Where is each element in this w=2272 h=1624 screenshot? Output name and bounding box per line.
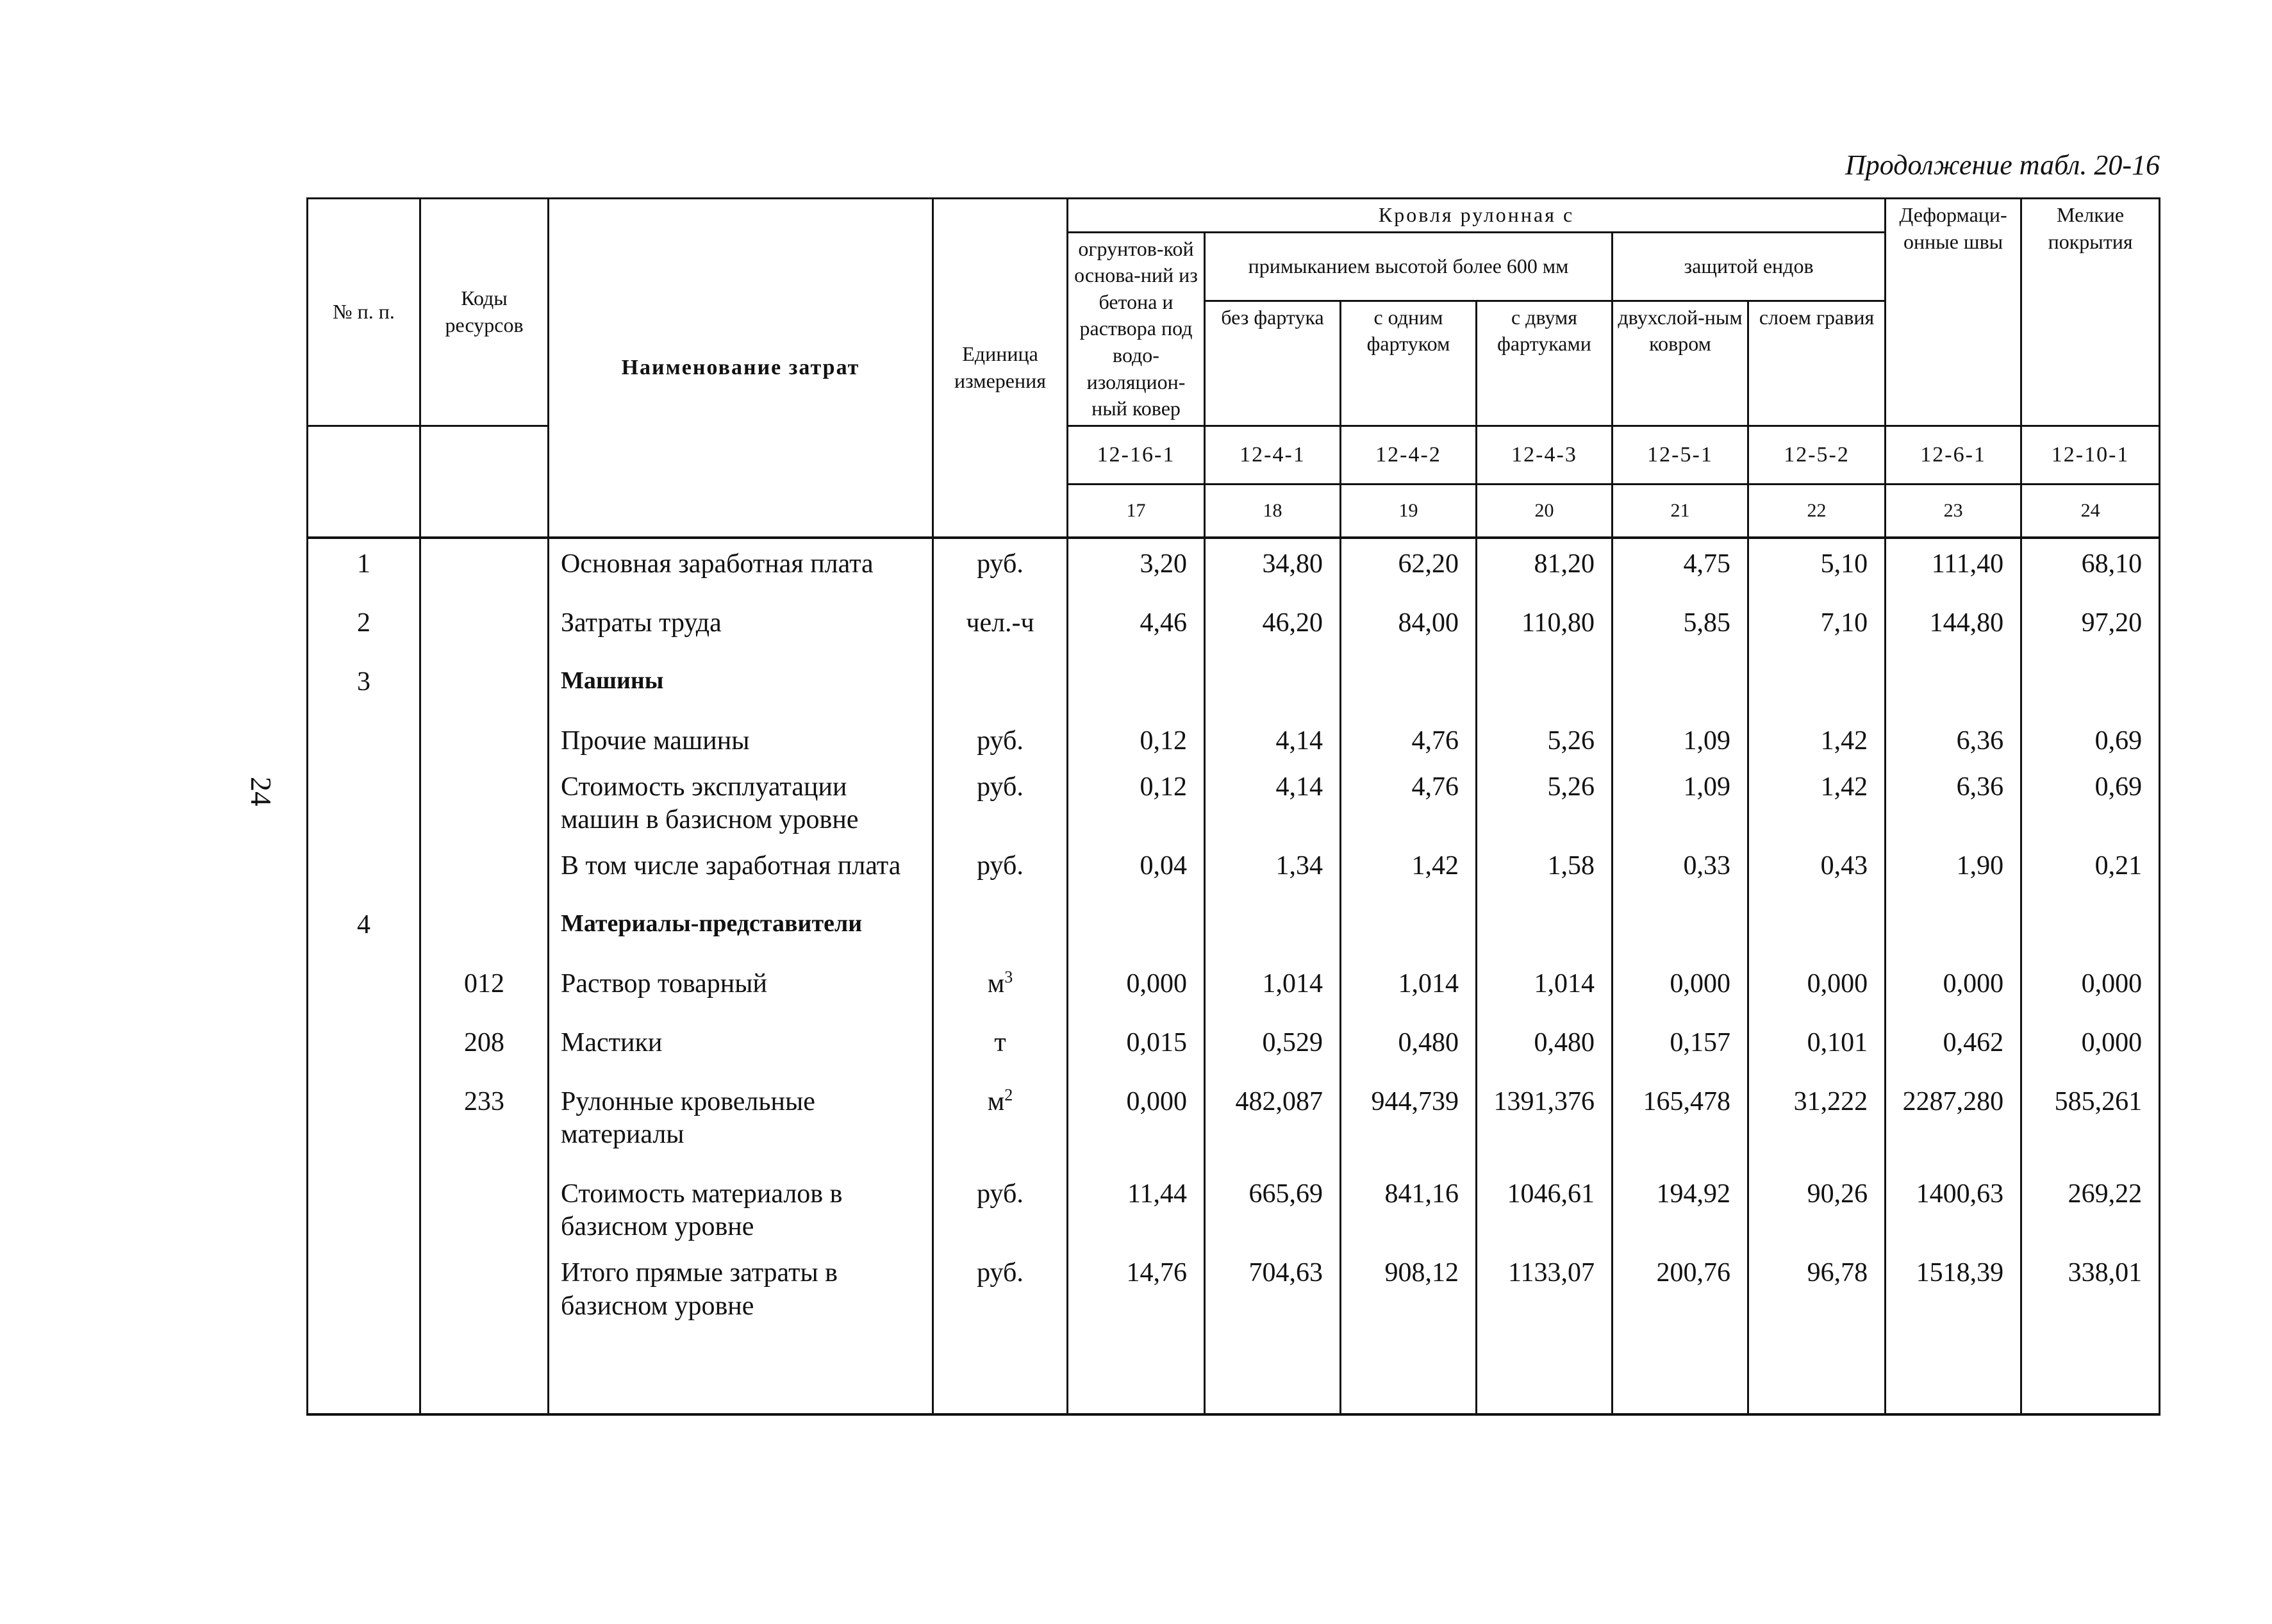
unit <box>933 647 1068 706</box>
table-row <box>308 890 2160 949</box>
value-cell: 5,10 <box>1748 538 1886 588</box>
table-row <box>308 706 2160 765</box>
value-cell: 4,76 <box>1341 706 1477 765</box>
unit <box>933 1159 1068 1251</box>
value-cell: 1,42 <box>1748 765 1886 844</box>
value-cell: 1391,376 <box>1477 1066 1613 1159</box>
value-cell: 841,16 <box>1341 1159 1477 1251</box>
value-cell: 4,14 <box>1205 765 1341 844</box>
resource-code: 233 <box>420 1066 549 1159</box>
value-cell: 1,014 <box>1477 949 1613 1007</box>
value-cell <box>1068 890 1205 949</box>
table-row <box>308 647 2160 706</box>
value-cell <box>1205 647 1341 706</box>
cost-name: Основная заработная плата <box>549 538 933 588</box>
value-cell: 1,09 <box>1613 706 1748 765</box>
value-cell: 1,014 <box>1205 949 1341 1007</box>
row-number: 3 <box>308 647 420 706</box>
value-cell: 0,157 <box>1613 1007 1748 1066</box>
unit <box>933 706 1068 765</box>
col-header-deform: Деформаци-онные швы <box>1886 199 2021 426</box>
cost-name: Материалы-представители <box>549 890 933 949</box>
cost-table <box>306 197 2160 1416</box>
value-cell <box>1341 890 1477 949</box>
unit-text: т <box>994 1027 1006 1057</box>
value-cell <box>1477 890 1613 949</box>
table-row <box>308 1007 2160 1066</box>
unit-text: руб. <box>977 549 1024 579</box>
value-cell: 0,000 <box>1068 1066 1205 1159</box>
value-cell: 5,26 <box>1477 706 1613 765</box>
value-cell <box>1748 647 1886 706</box>
value-cell: 90,26 <box>1748 1159 1886 1251</box>
value-cell: 0,480 <box>1477 1007 1613 1066</box>
value-cell: 144,80 <box>1886 588 2021 647</box>
table-code: 12-5-1 <box>1613 426 1748 484</box>
value-cell: 1,014 <box>1341 949 1477 1007</box>
row-number: 1 <box>308 538 420 588</box>
value-cell: 1,34 <box>1205 843 1341 890</box>
value-cell <box>1886 890 2021 949</box>
table-caption: Продолжение табл. 20-16 <box>1845 149 2160 181</box>
unit-text: м <box>987 1086 1005 1116</box>
resource-code <box>420 765 549 844</box>
empty-cell <box>1477 1330 1613 1414</box>
value-cell: 96,78 <box>1748 1250 1886 1330</box>
value-cell: 0,101 <box>1748 1007 1886 1066</box>
group-header-abutment: примыканием высотой более 600 мм <box>1205 232 1613 301</box>
value-cell: 0,000 <box>1613 949 1748 1007</box>
value-cell: 200,76 <box>1613 1250 1748 1330</box>
table-code: 12-5-2 <box>1748 426 1886 484</box>
column-number: 19 <box>1341 484 1477 538</box>
unit <box>933 1250 1068 1330</box>
unit-exponent: 2 <box>1004 1085 1013 1104</box>
resource-code <box>420 1159 549 1251</box>
table-row <box>308 765 2160 844</box>
value-cell: 1133,07 <box>1477 1250 1613 1330</box>
value-cell: 6,36 <box>1886 765 2021 844</box>
col-header-no-apron: без фартука <box>1205 301 1341 426</box>
table-code: 12-10-1 <box>2021 426 2160 484</box>
cost-name: Машины <box>549 647 933 706</box>
unit-text: руб. <box>977 725 1024 756</box>
cost-name: Стоимость материалов в базисном уровне <box>549 1159 933 1251</box>
row-number <box>308 706 420 765</box>
value-cell: 81,20 <box>1477 538 1613 588</box>
unit <box>933 1007 1068 1066</box>
unit <box>933 588 1068 647</box>
resource-code: 012 <box>420 949 549 1007</box>
column-number: 22 <box>1748 484 1886 538</box>
value-cell: 0,000 <box>1886 949 2021 1007</box>
value-cell: 585,261 <box>2021 1066 2160 1159</box>
col-header-codes: Коды ресурсов <box>420 199 549 426</box>
value-cell: 704,63 <box>1205 1250 1341 1330</box>
col-header-two-aprons: с двумя фартуками <box>1477 301 1613 426</box>
row-number <box>308 1159 420 1251</box>
value-cell: 1046,61 <box>1477 1159 1613 1251</box>
unit <box>933 890 1068 949</box>
table-filler-row <box>308 1330 2160 1414</box>
value-cell: 1,42 <box>1748 706 1886 765</box>
value-cell: 0,04 <box>1068 843 1205 890</box>
value-cell: 194,92 <box>1613 1159 1748 1251</box>
value-cell: 0,462 <box>1886 1007 2021 1066</box>
value-cell: 0,69 <box>2021 706 2160 765</box>
value-cell: 0,000 <box>1068 949 1205 1007</box>
value-cell: 4,75 <box>1613 538 1748 588</box>
col-header-num: № п. п. <box>308 199 420 426</box>
value-cell: 0,21 <box>2021 843 2160 890</box>
resource-code <box>420 538 549 588</box>
table-code: 12-4-1 <box>1205 426 1341 484</box>
row-number <box>308 1066 420 1159</box>
unit-text: руб. <box>977 1258 1024 1288</box>
value-cell: 84,00 <box>1341 588 1477 647</box>
value-cell: 31,222 <box>1748 1066 1886 1159</box>
value-cell: 1,42 <box>1341 843 1477 890</box>
value-cell: 0,000 <box>1748 949 1886 1007</box>
value-cell: 62,20 <box>1341 538 1477 588</box>
cost-name: Мастики <box>549 1007 933 1066</box>
unit-text: м <box>987 968 1005 998</box>
value-cell: 11,44 <box>1068 1159 1205 1251</box>
value-cell: 0,000 <box>2021 1007 2160 1066</box>
resource-code <box>420 647 549 706</box>
row-number <box>308 1007 420 1066</box>
value-cell: 338,01 <box>2021 1250 2160 1330</box>
table-row <box>308 1250 2160 1330</box>
group-header-roof: Кровля рулонная с <box>1068 199 1886 233</box>
col-header-two-layer: двухслой-ным ковром <box>1613 301 1748 426</box>
cost-name: Прочие машины <box>549 706 933 765</box>
value-cell <box>1613 890 1748 949</box>
empty-cell <box>933 1330 1068 1414</box>
value-cell: 6,36 <box>1886 706 2021 765</box>
value-cell: 7,10 <box>1748 588 1886 647</box>
col-header-num-filler <box>308 426 420 538</box>
column-number: 17 <box>1068 484 1205 538</box>
value-cell <box>1205 890 1341 949</box>
value-cell: 14,76 <box>1068 1250 1205 1330</box>
value-cell: 1,58 <box>1477 843 1613 890</box>
col-header-codes-filler <box>420 426 549 538</box>
table-row <box>308 1159 2160 1251</box>
resource-code <box>420 588 549 647</box>
value-cell: 0,529 <box>1205 1007 1341 1066</box>
table-code: 12-16-1 <box>1068 426 1205 484</box>
value-cell <box>1613 647 1748 706</box>
value-cell: 1,90 <box>1886 843 2021 890</box>
value-cell <box>1341 647 1477 706</box>
resource-code: 208 <box>420 1007 549 1066</box>
col-header-name: Наименование затрат <box>549 199 933 538</box>
cost-name: Стоимость эксплуатации машин в базисном уровне <box>549 765 933 844</box>
value-cell: 1518,39 <box>1886 1250 2021 1330</box>
row-number <box>308 949 420 1007</box>
table-row <box>308 538 2160 588</box>
empty-cell <box>1205 1330 1341 1414</box>
row-number <box>308 843 420 890</box>
value-cell: 4,76 <box>1341 765 1477 844</box>
cost-name: Раствор товарный <box>549 949 933 1007</box>
value-cell: 34,80 <box>1205 538 1341 588</box>
col-header-one-apron: с одним фартуком <box>1341 301 1477 426</box>
row-number: 4 <box>308 890 420 949</box>
resource-code <box>420 1250 549 1330</box>
value-cell <box>1748 890 1886 949</box>
group-header-protection: защитой ендов <box>1613 232 1886 301</box>
unit-text: руб. <box>977 772 1024 802</box>
value-cell: 110,80 <box>1477 588 1613 647</box>
value-cell: 3,20 <box>1068 538 1205 588</box>
value-cell: 1400,63 <box>1886 1159 2021 1251</box>
col-header-small: Мелкие покрытия <box>2021 199 2160 426</box>
cost-name: Итого прямые затраты в базисном уровне <box>549 1250 933 1330</box>
row-number: 2 <box>308 588 420 647</box>
value-cell: 0,015 <box>1068 1007 1205 1066</box>
value-cell: 944,739 <box>1341 1066 1477 1159</box>
value-cell: 4,46 <box>1068 588 1205 647</box>
unit <box>933 843 1068 890</box>
value-cell: 2287,280 <box>1886 1066 2021 1159</box>
unit <box>933 538 1068 588</box>
value-cell: 665,69 <box>1205 1159 1341 1251</box>
value-cell: 97,20 <box>2021 588 2160 647</box>
value-cell: 4,14 <box>1205 706 1341 765</box>
table-row <box>308 1066 2160 1159</box>
value-cell: 482,087 <box>1205 1066 1341 1159</box>
column-number: 20 <box>1477 484 1613 538</box>
column-number: 18 <box>1205 484 1341 538</box>
table-code: 12-4-2 <box>1341 426 1477 484</box>
table-body <box>308 538 2160 1414</box>
unit-text: чел.-ч <box>966 608 1034 638</box>
empty-cell <box>1068 1330 1205 1414</box>
empty-cell <box>1886 1330 2021 1414</box>
empty-cell <box>549 1330 933 1414</box>
unit-text: руб. <box>977 851 1024 881</box>
value-cell: 0,480 <box>1341 1007 1477 1066</box>
value-cell <box>1886 647 2021 706</box>
col-header-unit: Единица измерения <box>933 199 1068 538</box>
table-code: 12-6-1 <box>1886 426 2021 484</box>
value-cell: 46,20 <box>1205 588 1341 647</box>
col-header-gravel: слоем гравия <box>1748 301 1886 426</box>
cost-name: В том числе заработная плата <box>549 843 933 890</box>
unit <box>933 765 1068 844</box>
table-row <box>308 949 2160 1007</box>
col-header-primed: огрунтов-кой основа-ний из бетона и раствора под водо-изоляцион-ный ковер <box>1068 232 1205 426</box>
value-cell: 68,10 <box>2021 538 2160 588</box>
value-cell: 0,12 <box>1068 765 1205 844</box>
resource-code <box>420 890 549 949</box>
empty-cell <box>1341 1330 1477 1414</box>
value-cell: 0,69 <box>2021 765 2160 844</box>
page-number: 24 <box>245 777 278 806</box>
value-cell: 0,12 <box>1068 706 1205 765</box>
empty-cell <box>1748 1330 1886 1414</box>
table-row <box>308 843 2160 890</box>
value-cell: 269,22 <box>2021 1159 2160 1251</box>
value-cell <box>2021 890 2160 949</box>
resource-code <box>420 706 549 765</box>
value-cell <box>1477 647 1613 706</box>
unit-exponent: 3 <box>1004 967 1013 986</box>
value-cell: 0,000 <box>2021 949 2160 1007</box>
empty-cell <box>1613 1330 1748 1414</box>
column-number: 23 <box>1886 484 2021 538</box>
unit <box>933 1066 1068 1159</box>
unit-text: руб. <box>977 1179 1024 1209</box>
column-number: 24 <box>2021 484 2160 538</box>
value-cell: 165,478 <box>1613 1066 1748 1159</box>
cost-name: Рулонные кровельные материалы <box>549 1066 933 1159</box>
value-cell: 5,85 <box>1613 588 1748 647</box>
empty-cell <box>308 1330 420 1414</box>
unit <box>933 949 1068 1007</box>
value-cell: 5,26 <box>1477 765 1613 844</box>
value-cell <box>2021 647 2160 706</box>
value-cell: 111,40 <box>1886 538 2021 588</box>
table-code: 12-4-3 <box>1477 426 1613 484</box>
empty-cell <box>2021 1330 2160 1414</box>
row-number <box>308 1250 420 1330</box>
value-cell: 1,09 <box>1613 765 1748 844</box>
row-number <box>308 765 420 844</box>
table-row <box>308 588 2160 647</box>
resource-code <box>420 843 549 890</box>
cost-name: Затраты труда <box>549 588 933 647</box>
column-number: 21 <box>1613 484 1748 538</box>
empty-cell <box>420 1330 549 1414</box>
value-cell <box>1068 647 1205 706</box>
value-cell: 0,43 <box>1748 843 1886 890</box>
value-cell: 0,33 <box>1613 843 1748 890</box>
value-cell: 908,12 <box>1341 1250 1477 1330</box>
